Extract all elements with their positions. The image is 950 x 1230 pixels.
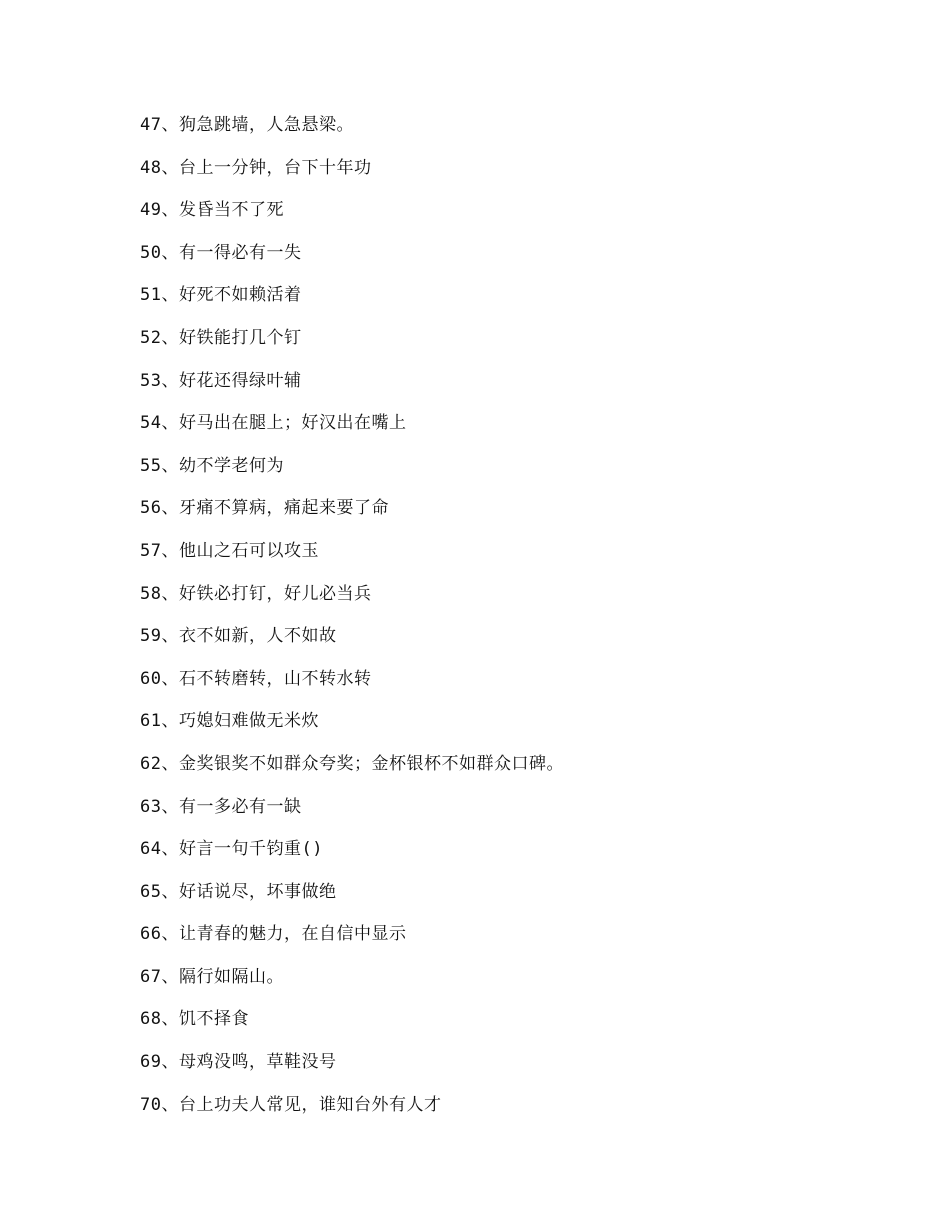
list-item: 65、好话说尽，坏事做绝	[140, 881, 337, 902]
list-item: 51、好死不如赖活着	[140, 285, 302, 306]
list-item: 68、饥不择食	[140, 1009, 249, 1030]
list-item: 55、幼不学老何为	[140, 455, 284, 476]
list-item: 60、石不转磨转，山不转水转	[140, 668, 372, 689]
list-item: 47、狗急跳墙，人急悬梁。	[140, 115, 354, 135]
list-item: 70、台上功夫人常见，谁知台外有人才	[140, 1094, 442, 1115]
list-item: 61、巧媳妇难做无米炊	[140, 711, 319, 732]
list-item: 62、金奖银奖不如群众夸奖；金杯银杯不如群众口碑。	[140, 753, 564, 774]
list-item: 63、有一多必有一缺	[140, 796, 302, 817]
list-item: 56、牙痛不算病，痛起来要了命	[140, 498, 389, 519]
list-item: 52、好铁能打几个钉	[140, 327, 302, 348]
list-item: 67、隔行如隔山。	[140, 966, 284, 987]
proverb-list	[140, 111, 564, 1133]
list-item: 66、让青春的魅力，在自信中显示	[140, 924, 407, 945]
list-item: 48、台上一分钟，台下十年功	[140, 157, 372, 178]
list-item: 69、母鸡没鸣，草鞋没号	[140, 1052, 337, 1073]
list-item: 50、有一得必有一失	[140, 242, 302, 263]
list-item: 59、衣不如新，人不如故	[140, 626, 337, 647]
list-item: 54、好马出在腿上；好汉出在嘴上	[140, 413, 407, 434]
list-item: 49、发昏当不了死	[140, 200, 284, 221]
list-item: 64、好言一句千钧重()	[140, 839, 323, 860]
list-item: 57、他山之石可以攻玉	[140, 540, 319, 561]
list-item: 58、好铁必打钉，好儿必当兵	[140, 583, 372, 604]
list-item: 53、好花还得绿叶辅	[140, 370, 302, 391]
